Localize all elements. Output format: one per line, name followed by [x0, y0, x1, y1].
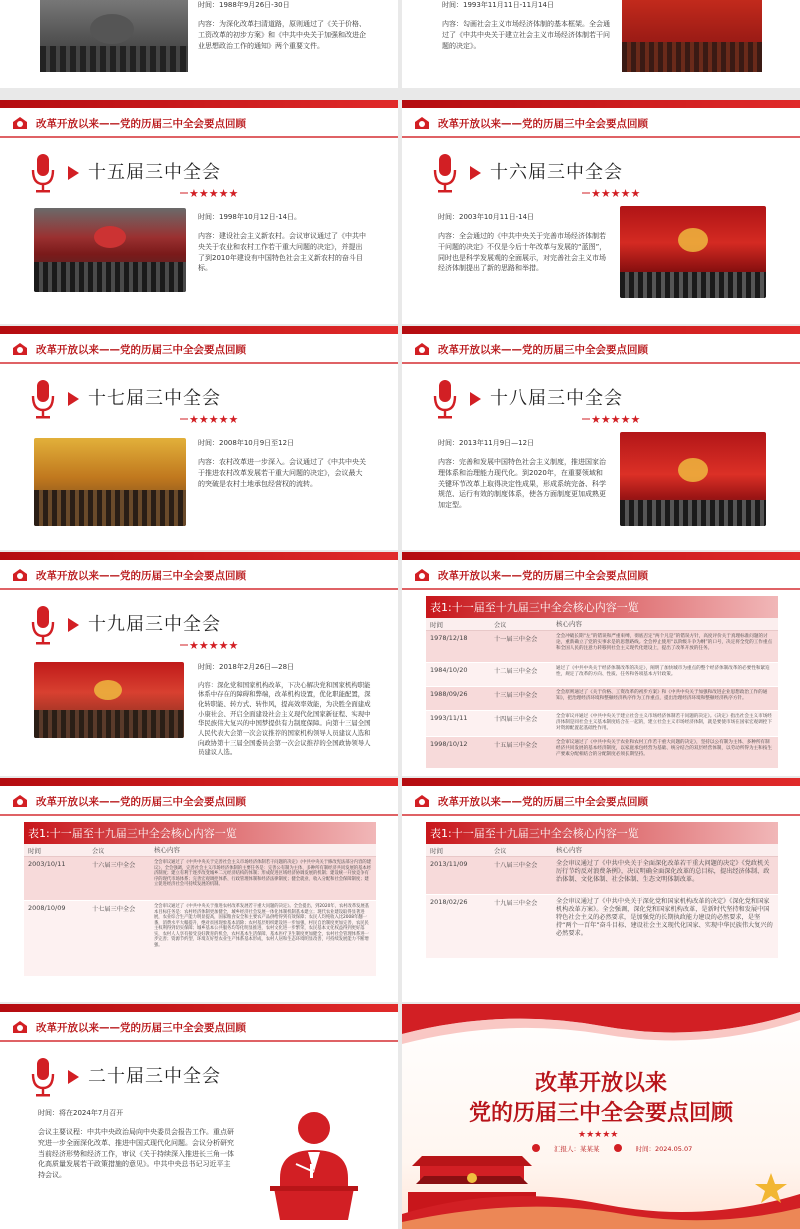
table-row: 1993/11/11 十四届三中全会 全会审议并通过《中共中央关于建立社会主义市场经济体制若干问题的决定》。《决定》指出社会主义市场经济体制是同社会主义基本制度结合在一起的，建立社会主义市场经济体制，就是要使市场在国家宏观调控下对资源配置起基础性作用。	[426, 711, 778, 737]
session-title: 十五届三中全会	[88, 162, 221, 183]
header-title: 改革开放以来——党的历届三中全会要点回顾	[36, 343, 246, 356]
column-header: 核心内容	[556, 845, 582, 854]
table-title: 表1:十一届至十九届三中全会核心内容一览	[426, 822, 778, 844]
column-header: 会议	[92, 847, 105, 855]
meeting-photo	[40, 0, 188, 72]
header-title: 改革开放以来——党的历届三中全会要点回顾	[438, 795, 648, 808]
microphone-icon	[432, 380, 458, 420]
top-bar	[402, 552, 800, 560]
slide-table-part1	[402, 552, 800, 776]
party-emblem-icon	[12, 116, 28, 130]
session-time: 时间：2013年11月9日—12日	[438, 439, 535, 447]
party-emblem-icon	[414, 116, 430, 130]
column-header: 会议	[494, 621, 507, 629]
top-bar	[0, 326, 398, 334]
speaker-podium-icon	[256, 1108, 372, 1220]
session-time: 时间：2008年10月9日至12日	[198, 439, 295, 447]
session-time: 时间：将在2024年7月召开	[38, 1109, 124, 1117]
column-header: 时间	[430, 620, 443, 629]
header-title: 改革开放以来——党的历届三中全会要点回顾	[438, 117, 648, 130]
column-header: 核心内容	[154, 845, 180, 854]
table-row: 1988/09/26 十三届三中全会 全会原则通过了《关于价格、工资改革的初步方案》和《中共中央关于加强和改进企业思想政治工作的通知》，把治理经济环境和整顿经济秩序作为工作重点，提出治理经济环境和整顿经济秩序方针。	[426, 687, 778, 711]
meeting-photo	[34, 208, 186, 292]
table-header	[426, 844, 778, 857]
slide-table-part3	[402, 778, 800, 1002]
slide-table-part2	[0, 778, 398, 1002]
svg-text:★★★★★: ★★★★★	[591, 413, 641, 426]
session-content: 内容：全会通过的《中共中央关于完善市场经济体制若干问题的决定》不仅是今后十年改革与发展的“蓝图”，同时也是科学发展观的全面展示，对完善社会主义市场经济体制提出了新的思路和举措。	[438, 231, 607, 273]
slide-19th-session	[0, 552, 398, 776]
microphone-icon	[30, 606, 56, 646]
microphone-icon	[30, 1058, 56, 1098]
table-row: 1998/10/12 十五届三中全会 全会审议通过了《中共中央关于农业和农村工作若干重大问题的决定》，坚持以公有制为主体、多种所有制经济共同发展的基本经济制度，以家庭承包经营为基础、统分结合的双层经营体制，以劳动所得为主和按生产要素分配相结合的分配制度必须长期坚持。	[426, 737, 778, 769]
slide-16th-session	[402, 100, 800, 324]
session-title: 十六届三中全会	[490, 162, 623, 183]
cover-title-line1: 改革开放以来	[534, 1070, 667, 1096]
clock-icon	[614, 1144, 622, 1152]
slide-15th-session	[0, 100, 398, 324]
microphone-icon	[432, 154, 458, 194]
slide-17th-session	[0, 326, 398, 550]
top-bar	[0, 778, 398, 786]
cover-date: 时间：2024.05.07	[635, 1145, 693, 1153]
session-content: 内容：深化党和国家机构改革，下决心解决党和国家机构职能体系中存在的障碍和弊端，改革机构设置，优化职能配置，深化转职能、转方式、转作风，提高效率效能，为决胜全面建成小康社会、开启全面建设社会主义现代化国家新征程、实现中华民族伟大复兴的中国梦提供有力制度保障。向第十三届全国人民代表大会第一次会议推荐的国家机构领导人员建议人选和向政协第十三届全国委员会第一次会议推荐的全国政协领导人员建议人选。	[198, 680, 371, 757]
header-title: 改革开放以来——党的历届三中全会要点回顾	[36, 569, 246, 582]
svg-text:★★★★★: ★★★★★	[189, 187, 239, 200]
core-content-table	[426, 596, 778, 769]
session-time: 时间：1988年9月26日-30日	[198, 1, 290, 9]
column-header: 时间	[430, 846, 443, 855]
reporter-row	[532, 1144, 692, 1153]
stars-divider-icon	[180, 412, 250, 426]
session-content: 会议主要议程：中共中央政治局向中央委员会报告工作。重点研究进一步全面深化改革、推进中国式现代化问题。会议分析研究当前经济形势和经济工作，审议《关于持续深入推进长三角一体化高质量发展若干政策措施的意见》。中共中央总书记习近平主持会议。	[38, 1127, 234, 1180]
header-title: 改革开放以来——党的历届三中全会要点回顾	[36, 1021, 246, 1034]
table-row: 1978/12/18 十一届三中全会 全会冲破长期“左”的错误和严重束缚，彻底否定“两个凡是”的错误方针，高度评价关于真理标准问题的讨论，重新确立了党的实事求是的思想路线。全会停止使用“以阶级斗争为纲”的口号，决定将全党的工作重点和全国人民的注意力转移到社会主义现代化建设上，提出了改革开放的任务。	[426, 631, 778, 663]
svg-text:★★★★★: ★★★★★	[189, 639, 239, 652]
party-emblem-icon	[12, 568, 28, 582]
microphone-icon	[30, 154, 56, 194]
arrow-icon	[470, 392, 481, 406]
meeting-photo	[622, 0, 762, 72]
session-title: 十八届三中全会	[490, 388, 623, 409]
session-title: 二十届三中全会	[88, 1066, 221, 1087]
party-emblem-icon	[12, 342, 28, 356]
slide-1988-partial	[0, 0, 398, 88]
slide-20th-session	[0, 1004, 398, 1229]
session-content: 内容：完善和发展中国特色社会主义制度，推进国家治理体系和治理能力现代化。到2020年，在重要领域和关键环节改革上取得决定性成果，形成系统完备、科学规范、运行有效的制度体系，使各方面制度更加成熟更加定型。	[438, 457, 606, 510]
header-title: 改革开放以来——党的历届三中全会要点回顾	[438, 343, 648, 356]
gold-star-icon	[754, 1172, 788, 1206]
meeting-photo	[34, 662, 184, 738]
top-bar	[0, 552, 398, 560]
slide-cover	[402, 1004, 800, 1229]
party-emblem-icon	[12, 794, 28, 808]
wave-decoration	[402, 1174, 800, 1229]
table-header	[426, 618, 778, 631]
table-row: 1984/10/20 十二届三中全会 通过了《中共中央关于经济体制改革的决定》，阐明了加快城市为重点的整个经济体制改革的必要性和紧迫性，规定了改革的方向、性质、任务和各项基本方针政策。	[426, 663, 778, 687]
party-emblem-icon	[414, 342, 430, 356]
table-row: 2008/10/09 十七届三中全会 全会审议通过了《中共中央关于推进农村改革发展若干重大问题的决定》。全会提出，到2020年，农村改革发展基本目标任务是：农村经济体制更加健全，城乡经济社会发展一体化体制机制基本建立；现代农业建设取得显著进展，农业综合生产能力明显提高，国家粮食安全和主要农产品供给得到有效保障；农民人均纯收入比2008年翻一番，消费水平大幅提升，绝对贫困现象基本消除；农村基层组织建设进一步加强，村民自治制度更加完善，农民民主权利得到切实保障；城乡基本公共服务均等化明显推进，农村文化进一步繁荣，农民基本文化权益得到更好落实，农村人人享有接受良好教育的机会，农村基本生活保障、基本医疗卫生制度更加健全，农村社会管理体系进一步完善；资源节约型、环境友好型农业生产体系基本形成，农村人居和生态环境明显改善，可持续发展能力不断增强。	[24, 901, 376, 977]
column-header: 时间	[28, 846, 41, 855]
session-time: 时间：2003年10月11日-14日	[438, 213, 535, 221]
session-content: 内容：为深化改革扫清道路，原则通过了《关于价格、工资改革的初步方案》和《中共中央关于加强和改进企业思想政治工作的通知》两个重要文件。	[198, 19, 366, 50]
table-title: 表1:十一届至十九届三中全会核心内容一览	[24, 822, 376, 844]
session-time: 时间：1993年11月11日-11月14日	[442, 1, 554, 9]
column-header: 核心内容	[556, 619, 582, 628]
table-row: 2018/02/26 十九届三中全会 全会审议通过了《中共中央关于深化党和国家机构改革的决定》《深化党和国家机构改革方案》。全会强调，深化党和国家机构改革，是新时代坚持和发展中国特色社会主义的必然要求，是加强党的长期执政能力建设的必然要求，是坚持“两个一百年”奋斗目标、建设社会主义现代化国家、实现中华民族伟大复兴的必然要求。	[426, 895, 778, 959]
session-time: 时间：1998年10月12日-14日。	[198, 213, 302, 221]
party-emblem-icon	[414, 568, 430, 582]
arrow-icon	[470, 166, 481, 180]
meeting-photo	[620, 206, 766, 298]
top-bar	[0, 1004, 398, 1012]
stars-divider-icon	[180, 186, 250, 200]
top-bar	[402, 100, 800, 108]
arrow-icon	[68, 166, 79, 180]
meeting-photo	[34, 438, 186, 526]
slide-1993-partial	[402, 0, 800, 88]
header-title: 改革开放以来——党的历届三中全会要点回顾	[36, 795, 246, 808]
table-header	[24, 844, 376, 857]
table-row: 2003/10/11 十六届三中全会 全会审议通过了《中共中央关于完善社会主义市场经济体制若干问题的决定》《中共中央关于修改宪法部分内容的建议》，全会强调，完善社会主义市场经济体制的主要任务是：完善公有制为主体、多种所有制经济共同发展的基本经济制度；建立有利于逐步改变城乡二元经济结构的体制；形成促进区域经济协调发展的机制；建设统一开放竞争有序的现代市场体系；完善宏观调控体系、行政管理体制和经济法律制度；健全就业、收入分配和社会保障制度；建立促进经济社会可持续发展的机制。	[24, 857, 376, 901]
reporter-label: 汇报人：某某某	[554, 1145, 600, 1153]
session-title: 十九届三中全会	[88, 614, 221, 635]
arrow-icon	[68, 392, 79, 406]
arrow-icon	[68, 618, 79, 632]
svg-text:★★★★★: ★★★★★	[591, 187, 641, 200]
red-ribbon-decoration	[402, 1004, 800, 1074]
svg-text:★★★★★: ★★★★★	[189, 413, 239, 426]
stars-divider-icon	[582, 186, 652, 200]
column-header: 会议	[494, 847, 507, 855]
top-bar	[402, 778, 800, 786]
slide-18th-session	[402, 326, 800, 550]
session-content: 内容：建设社会主义新农村。会议审议通过了《中共中央关于农业和农村工作若干重大问题的决定》，并提出了到2010年建设有中国特色社会主义新农村的奋斗目标。	[198, 231, 366, 273]
session-content: 内容：勾画社会主义市场经济体制的基本框架。全会通过了《中共中央关于建立社会主义市场经济体制若干问题的决定》。	[442, 19, 610, 50]
party-emblem-icon	[414, 794, 430, 808]
top-bar	[0, 100, 398, 108]
stars-divider-icon	[578, 1128, 628, 1138]
party-emblem-icon	[12, 1020, 28, 1034]
svg-text:★★★★★: ★★★★★	[578, 1130, 619, 1138]
microphone-icon	[30, 380, 56, 420]
session-title: 十七届三中全会	[88, 388, 221, 409]
cover-title-line2: 党的历届三中全会要点回顾	[468, 1100, 733, 1126]
session-time: 时间：2018年2月26日—28日	[198, 663, 295, 671]
header-title: 改革开放以来——党的历届三中全会要点回顾	[438, 569, 648, 582]
table-title: 表1:十一届至十九届三中全会核心内容一览	[426, 596, 778, 618]
top-bar	[402, 326, 800, 334]
session-content: 内容：农村改革进一步深入。会议通过了《中共中央关于推进农村改革发展若干重大问题的决定》，会议最大的突破是农村土地承包经营权的流转。	[198, 457, 366, 488]
meeting-photo	[620, 432, 766, 526]
core-content-table	[426, 822, 778, 959]
arrow-icon	[68, 1070, 79, 1084]
stars-divider-icon	[180, 638, 250, 652]
core-content-table	[24, 822, 376, 977]
table-row: 2013/11/09 十八届三中全会 全会审议通过了《中共中央关于全面深化改革若干重大问题的决定》《党政机关厉行节约反对浪费条例》，决议明确全面深化改革的总目标，提出经济体制、政治体制、文化体制、社会体制、生态文明体制改革。	[426, 857, 778, 895]
stars-divider-icon	[582, 412, 652, 426]
header-title: 改革开放以来——党的历届三中全会要点回顾	[36, 117, 246, 130]
